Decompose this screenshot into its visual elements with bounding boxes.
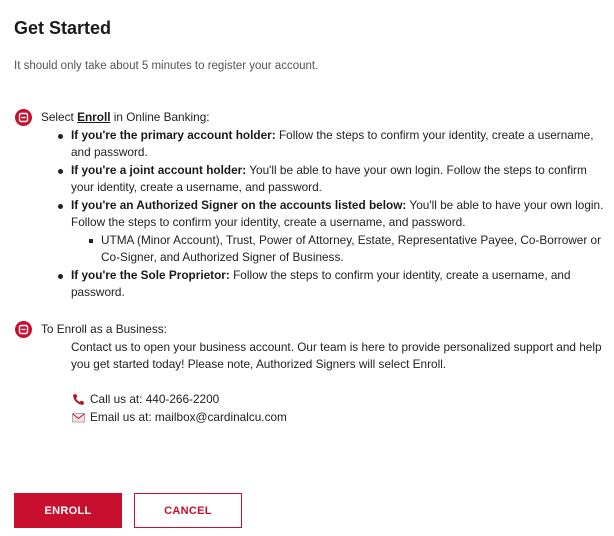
list-item-title: If you're the primary account holder: — [71, 127, 276, 142]
step-badge-icon — [15, 321, 32, 338]
enroll-button[interactable]: ENROLL — [14, 493, 122, 528]
phone-icon — [71, 393, 85, 407]
phone-text: Call us at: 440-266-2200 — [90, 391, 220, 406]
list-item: UTMA (Minor Account), Trust, Power of Attorney, Estate, Representative Payee, Co-Borrower or Co-Signer, and Authorized Signer of Business. — [101, 232, 608, 267]
list-item-text: Follow the steps to confirm your identity, create a username, and password. — [71, 127, 594, 159]
step-select-enroll — [14, 109, 608, 302]
list-item-text: You'll be able to have your own login. Follow the steps to confirm your identity, create a username, and password. — [71, 197, 604, 229]
page-subtitle: It should only take about 5 minutes to register your account. — [14, 60, 319, 72]
list-item-text: Follow the steps to confirm your identity, create a username, and password. — [71, 267, 571, 299]
business-description: Contact us to open your business account. Our team is here to provide personalized support and help you get started today! Please note, Authorized Signers will select Enroll. — [71, 339, 602, 371]
list-item-title: If you're a joint account holder: — [71, 162, 247, 177]
step-heading-prefix: Select — [41, 110, 78, 124]
cancel-button[interactable]: CANCEL — [134, 493, 242, 528]
email-text: Email us at: mailbox@cardinalcu.com — [90, 409, 287, 424]
list-item — [71, 162, 608, 197]
email-line[interactable] — [71, 409, 608, 427]
step-heading — [14, 109, 608, 127]
step-heading — [14, 321, 608, 339]
list-item-text: You'll be able to have your own login. Follow the steps to confirm your identity, create a username, and password. — [71, 162, 587, 194]
step-badge-icon — [15, 109, 32, 126]
step-heading-suffix: in Online Banking: — [110, 110, 210, 124]
enroll-options-list — [14, 127, 608, 302]
enroll-link[interactable]: Enroll — [77, 110, 111, 124]
email-icon — [71, 411, 85, 425]
step-business-enroll — [14, 321, 608, 427]
business-heading: To Enroll as a Business: — [41, 322, 167, 336]
phone-line[interactable] — [71, 391, 608, 409]
page-title: Get Started — [14, 18, 112, 38]
account-types-list — [71, 232, 608, 267]
list-item-title: If you're the Sole Proprietor: — [71, 267, 230, 282]
contact-info — [14, 391, 608, 427]
list-item — [71, 267, 608, 302]
list-item — [71, 127, 608, 162]
list-item-title: If you're an Authorized Signer on the accounts listed below: — [71, 197, 407, 212]
list-item — [71, 197, 608, 267]
